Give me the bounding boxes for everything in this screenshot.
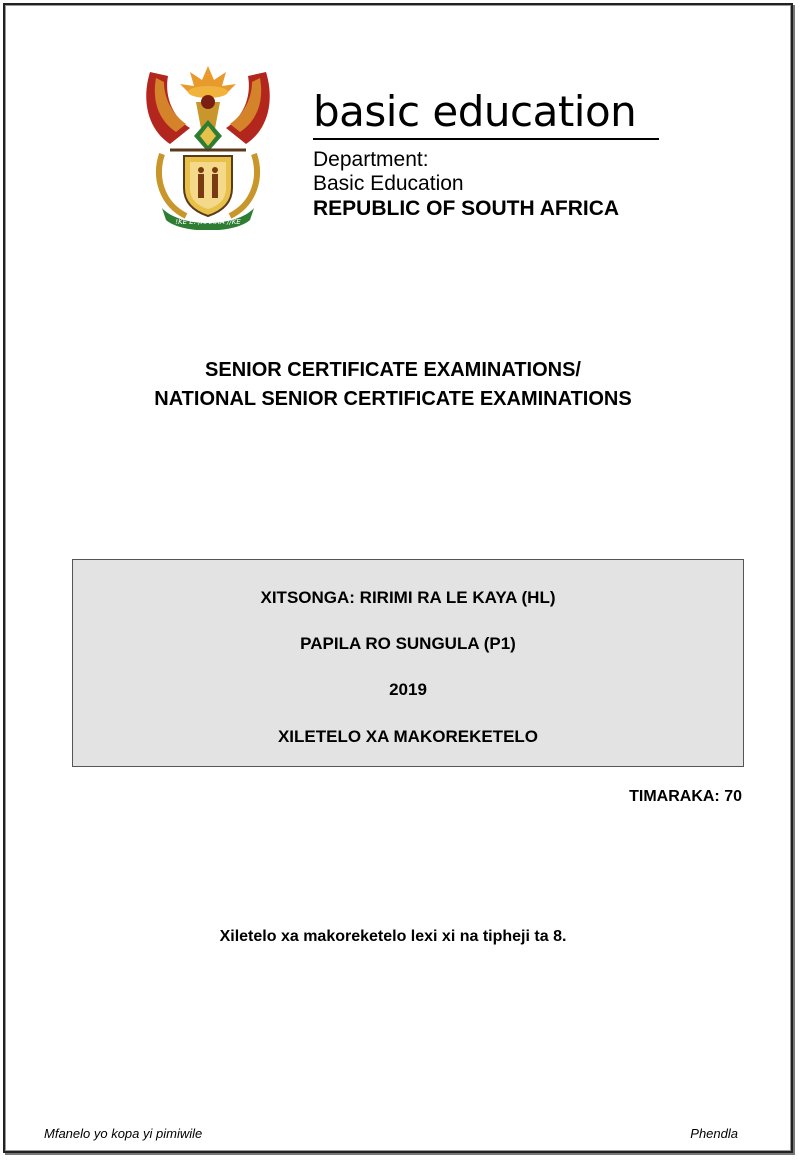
turn-over-note: Phendla	[690, 1126, 738, 1141]
document-type: XILETELO XA MAKOREKETELO	[277, 727, 539, 746]
total-marks: TIMARAKA: 70	[629, 788, 742, 805]
subject-name: XITSONGA: RIRIMI RA LE KAYA (HL)	[260, 588, 556, 607]
exam-title-line1: SENIOR CERTIFICATE EXAMINATIONS/	[205, 359, 581, 381]
paper-name: PAPILA RO SUNGULA (P1)	[300, 634, 516, 653]
department-header	[313, 88, 663, 222]
department-label: Department:	[313, 148, 429, 171]
exam-title	[0, 356, 786, 414]
department-name: Basic Education	[313, 172, 464, 195]
country-name: REPUBLIC OF SOUTH AFRICA	[313, 197, 620, 220]
exam-year: 2019	[389, 680, 427, 699]
brand-underline	[313, 138, 659, 140]
brand-name: basic education	[313, 87, 637, 136]
sun-icon	[180, 66, 236, 98]
page-count-note: Xiletelo xa makoreketelo lexi xi na tipheji ta 8.	[219, 928, 567, 945]
crest-motto: !KE E: /XARRA //KE	[175, 218, 241, 226]
subject-box	[72, 559, 744, 767]
coat-of-arms-icon	[140, 58, 276, 230]
exam-title-line2: NATIONAL SENIOR CERTIFICATE EXAMINATIONS	[154, 388, 632, 410]
copyright-note: Mfanelo yo kopa yi pimiwile	[44, 1126, 203, 1141]
